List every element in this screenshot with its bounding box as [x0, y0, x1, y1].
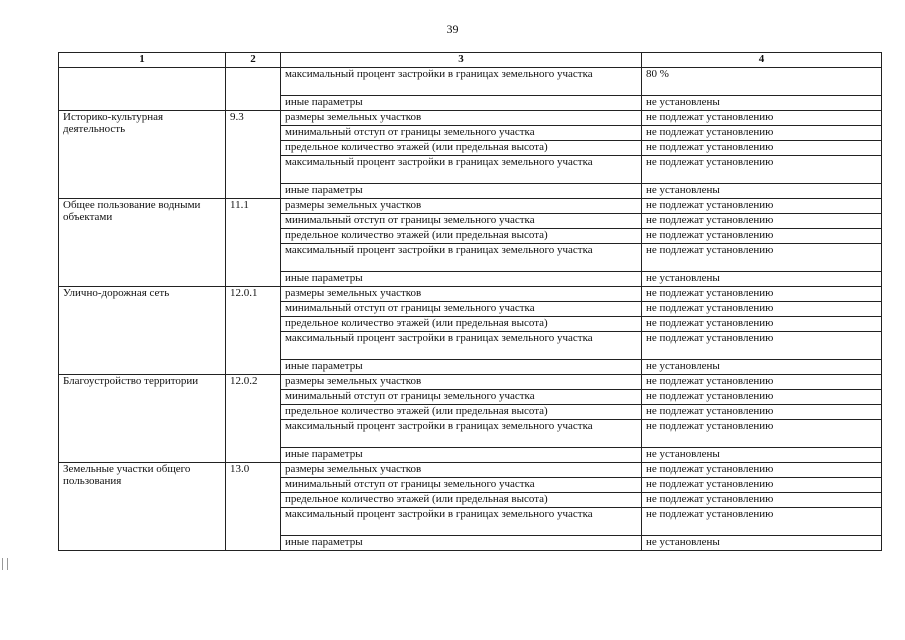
parameter-name: максимальный процент застройки в границах земельного участка	[281, 68, 642, 96]
parameter-name: предельное количество этажей (или предельная высота)	[281, 141, 642, 156]
parameter-name: предельное количество этажей (или предельная высота)	[281, 493, 642, 508]
table-body	[59, 68, 882, 551]
parameter-value: не подлежат установлению	[642, 214, 882, 229]
parameter-name: минимальный отступ от границы земельного участка	[281, 126, 642, 141]
parameter-value: не установлены	[642, 448, 882, 463]
parameter-value: не подлежат установлению	[642, 493, 882, 508]
parameter-name: максимальный процент застройки в границах земельного участка	[281, 420, 642, 448]
parameter-name: минимальный отступ от границы земельного участка	[281, 214, 642, 229]
parameter-value: не подлежат установлению	[642, 405, 882, 420]
parameter-name: минимальный отступ от границы земельного участка	[281, 478, 642, 493]
parameter-name: иные параметры	[281, 96, 642, 111]
parameter-name: максимальный процент застройки в границах земельного участка	[281, 332, 642, 360]
table-row	[59, 68, 882, 96]
parameter-name: максимальный процент застройки в границах земельного участка	[281, 508, 642, 536]
land-use-code	[226, 68, 281, 111]
parameter-value: не подлежат установлению	[642, 390, 882, 405]
parameter-name: минимальный отступ от границы земельного участка	[281, 302, 642, 317]
parameter-value: не установлены	[642, 360, 882, 375]
parameter-name: предельное количество этажей (или предельная высота)	[281, 229, 642, 244]
land-use-name	[59, 68, 226, 111]
parameter-value: не установлены	[642, 184, 882, 199]
parameter-name: размеры земельных участков	[281, 463, 642, 478]
parameter-value: не подлежат установлению	[642, 463, 882, 478]
column-header-2: 2	[226, 53, 281, 68]
parameter-name: минимальный отступ от границы земельного участка	[281, 390, 642, 405]
parameter-value: 80 %	[642, 68, 882, 96]
parameter-value: не установлены	[642, 272, 882, 287]
land-use-code: 12.0.1	[226, 287, 281, 375]
land-use-name: Общее пользование водными объектами	[59, 199, 226, 287]
page-number: 39	[446, 22, 459, 36]
parameter-value: не подлежат установлению	[642, 141, 882, 156]
land-use-code: 13.0	[226, 463, 281, 551]
parameter-name: иные параметры	[281, 448, 642, 463]
parameter-name: предельное количество этажей (или предельная высота)	[281, 317, 642, 332]
table-row	[59, 463, 882, 478]
parameter-value: не подлежат установлению	[642, 156, 882, 184]
parameter-value: не подлежат установлению	[642, 244, 882, 272]
parameter-name: иные параметры	[281, 184, 642, 199]
parameter-value: не установлены	[642, 96, 882, 111]
column-header-4: 4	[642, 53, 882, 68]
land-use-name: Благоустройство территории	[59, 375, 226, 463]
parameter-value: не подлежат установлению	[642, 229, 882, 244]
column-header-1: 1	[59, 53, 226, 68]
land-use-code: 9.3	[226, 111, 281, 199]
column-header-3: 3	[281, 53, 642, 68]
parameter-value: не подлежат установлению	[642, 111, 882, 126]
parameter-value: не подлежат установлению	[642, 317, 882, 332]
land-use-name: Улично-дорожная сеть	[59, 287, 226, 375]
parameter-value: не подлежат установлению	[642, 287, 882, 302]
table-row	[59, 111, 882, 126]
parameter-name: иные параметры	[281, 272, 642, 287]
land-use-name: Историко-культурная деятельность	[59, 111, 226, 199]
table-row	[59, 199, 882, 214]
parameter-value: не подлежат установлению	[642, 375, 882, 390]
margin-mark	[2, 558, 8, 570]
land-use-code: 12.0.2	[226, 375, 281, 463]
parameter-name: размеры земельных участков	[281, 199, 642, 214]
parameter-name: предельное количество этажей (или предельная высота)	[281, 405, 642, 420]
zoning-parameters-table	[58, 52, 882, 551]
parameter-value: не подлежат установлению	[642, 508, 882, 536]
parameter-name: размеры земельных участков	[281, 287, 642, 302]
header-row	[59, 53, 882, 68]
parameter-name: размеры земельных участков	[281, 375, 642, 390]
parameter-name: иные параметры	[281, 536, 642, 551]
land-use-name: Земельные участки общего пользования	[59, 463, 226, 551]
land-use-code: 11.1	[226, 199, 281, 287]
parameter-value: не подлежат установлению	[642, 126, 882, 141]
parameter-name: размеры земельных участков	[281, 111, 642, 126]
parameter-name: максимальный процент застройки в границах земельного участка	[281, 156, 642, 184]
parameter-value: не подлежат установлению	[642, 302, 882, 317]
parameter-value: не установлены	[642, 536, 882, 551]
parameter-name: максимальный процент застройки в границах земельного участка	[281, 244, 642, 272]
parameter-value: не подлежат установлению	[642, 332, 882, 360]
parameter-value: не подлежат установлению	[642, 199, 882, 214]
table-row	[59, 375, 882, 390]
table-row	[59, 287, 882, 302]
parameter-name: иные параметры	[281, 360, 642, 375]
parameter-value: не подлежат установлению	[642, 478, 882, 493]
parameter-value: не подлежат установлению	[642, 420, 882, 448]
